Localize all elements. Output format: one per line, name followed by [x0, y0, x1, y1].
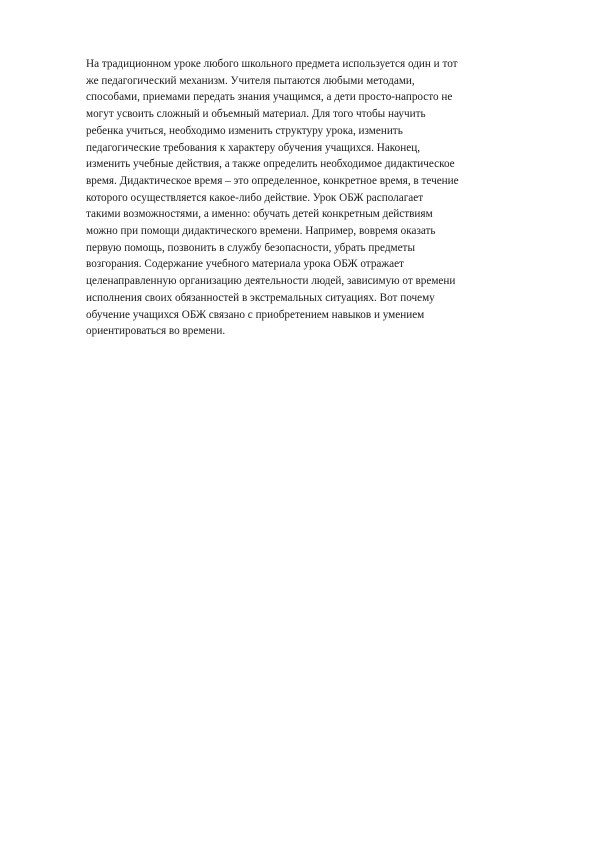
text-line: ориентироваться во времени. — [86, 325, 226, 338]
text-line: первую помощь, позвонить в службу безопасности, убрать предметы — [86, 241, 415, 254]
text-line: время. Дидактическое время – это определенное, конкретное время, в течение — [86, 174, 459, 187]
text-line: педагогические требования к характеру обучения учащихся. Наконец, — [86, 141, 421, 154]
text-line: могут усвоить сложный и объемный материал. Для того чтобы научить — [86, 108, 426, 121]
text-line: целенаправленную организацию деятельности людей, зависимую от времени — [86, 275, 456, 288]
body-paragraph — [86, 56, 511, 340]
text-line: обучение учащихся ОБЖ связано с приобретением навыков и умением — [86, 308, 425, 321]
text-line: изменить учебные действия, а также определить необходимое дидактическое — [86, 158, 455, 171]
text-line: такими возможностями, а именно: обучать детей конкретным действиям — [86, 208, 433, 221]
text-line: же педагогический механизм. Учителя пытаются любыми методами, — [86, 74, 415, 87]
text-line: На традиционном уроке любого школьного предмета используется один и тот — [86, 58, 458, 70]
text-line: способами, приемами передать знания учащимся, а дети просто-напросто не — [86, 91, 453, 104]
text-line: ребенка учиться, необходимо изменить структуру урока, изменить — [86, 124, 403, 137]
text-line: исполнения своих обязанностей в экстремальных ситуациях. Вот почему — [86, 291, 435, 304]
text-line: возгорания. Содержание учебного материала урока ОБЖ отражает — [86, 258, 404, 271]
text-line: можно при помощи дидактического времени. Например, вовремя оказать — [86, 225, 436, 238]
text-line: которого осуществляется какое-либо действие. Урок ОБЖ располагает — [86, 191, 424, 204]
